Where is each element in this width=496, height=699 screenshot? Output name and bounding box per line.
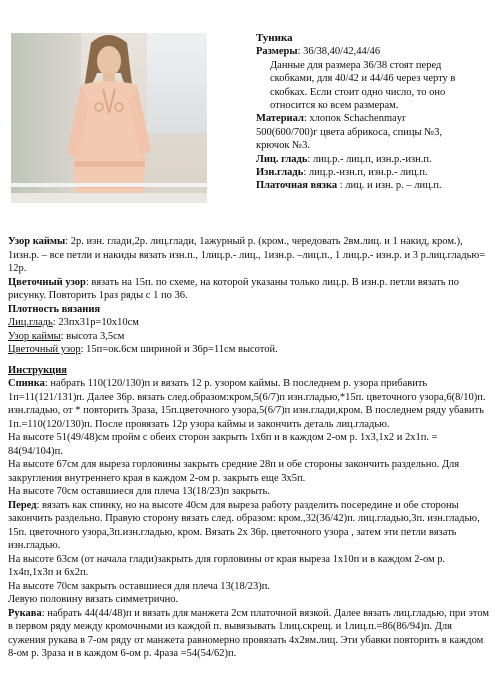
back-paragraph-4: На высоте 70см оставшиеся для плеча 13(18/23)п закрыть. — [8, 486, 270, 497]
density-row-2-value: : высота 3,5см — [60, 330, 125, 342]
density-row-1-value: : 23пх31р=10х10см — [52, 317, 139, 328]
face-stitch-line — [256, 153, 488, 166]
sleeve-paragraph-1: Рукава: набрать 44(44/48)п и вязать для манжета 2см платочной вязкой. Далее вязать лиц.гладью, при этом в первом ряду между кромочными из каждой п. вывязывать 1лиц.скрещ. и 1лиц.п.=86(86/94)п. Для сужения рукава в 7-ом ряду от манжета равномерно провязать 4х2вм.лиц. Эти убавки повторить в каждом 8-ом р. 3раза и в каждом 6-ом р. 4раза =54(54/62)п. — [8, 607, 490, 659]
material-line-2: 500(600/700)г цвета абрикоса, спицы №3, — [256, 126, 443, 138]
density-row-2-label: Узор каймы — [8, 330, 61, 342]
reverse-stitch-line — [256, 166, 488, 179]
density-row-2 — [8, 330, 490, 344]
back-paragraph-2: На высоте 51(49/48)см пройм с обеих сторон закрыть 1х6п и в каждом 2-ом р. 1х3,1х2 и 2х1п. = 84(94/104)п. — [8, 432, 438, 457]
material-line — [256, 112, 488, 125]
density-row-3-label: Цветочный узор — [8, 344, 81, 355]
face-stitch-value: : лиц.р.- лиц.п, изн.р.-изн.п. — [307, 153, 432, 165]
page-title: Туника — [256, 32, 293, 44]
flower-pattern — [8, 276, 490, 303]
front-paragraph-3: На высоте 70см закрыть оставшиеся для плеча 13(18/23)п. — [8, 580, 270, 592]
tunic-photo — [11, 33, 207, 203]
border-pattern-text: : 2р. изн. глади,2р. лиц.глади, 1ажурный р. (кром., чередовать 2вм.лиц. и 1 накид, кром.), 1изн.р. – все петли и накиды вязать изн.п., 1лиц.р.- лиц., 1изн.р. –лиц.п., 1 лиц.р.- изн.р. и 3 р.лиц.гладью= 12р. — [8, 236, 486, 274]
photo-background-sky — [147, 33, 207, 133]
sleeve-label: Рукава — [8, 607, 42, 619]
front-paragraph-4: Левую половину вязать симметрично. — [8, 594, 179, 605]
material-value: : хлопок Schachenmayr — [303, 113, 406, 125]
garter-stitch-line — [256, 179, 488, 192]
border-pattern — [8, 235, 490, 276]
front-paragraph-2: На высоте 63см (от начала глади)закрыть для горловины от края выреза 1х10п и в каждом 2-ом р. 1х4п,1х3п и 6х2п. — [8, 553, 446, 578]
photo-rail — [11, 183, 207, 187]
back-label: Спинка — [8, 378, 45, 389]
sizes-line — [256, 45, 488, 58]
material-line-3: крючок №3. — [256, 140, 310, 152]
front-paragraph-1: Перед: вязать как спинку, но на высоте 40см для выреза работу разделить посередине и обе стороны закончить раздельно. Правую сторону вязать след. образом: кром.,32(36/42)п. лиц.гладью,3п. изн.гладью, 15п. цветочного узора,3п.изн.гладью, кром. Вязать 2х 36р. цветочного узора , затем эти петли вязать изн.гладью. — [8, 499, 480, 551]
density-row-1-label: Лиц.гладь — [8, 317, 53, 328]
garter-stitch-value: : лиц. и изн. р. – лиц.п. — [337, 180, 442, 192]
reverse-stitch-value: : лиц.р.-изн.п, изн.р.- лиц.п. — [303, 167, 428, 179]
back-paragraph-1: Спинка: набрать 110(120/130)п и вязать 12 р. узором каймы. В последнем р. узора прибавить 1п=11(121/131)п. Далее 36р. вязать след.образом:кром,5(6/7)п изн.гладью,*15п. цветочного узора,6(8/10)п. изн.гладью, от * повторить 3раза, 15п.цветочного узора,5(6/7)п изн.глади,кром. В последнем ряду убавить 1п.=110(120/130)п. После провязать 12р узора каймы и закончить деталь лиц.гладью. — [8, 378, 486, 430]
sizes-label: Размеры — [256, 46, 298, 58]
instructions-title: Инструкция — [8, 364, 67, 376]
front-label: Перед — [8, 499, 37, 511]
sizes-note: Данные для размера 36/38 стоят перед скобками, для 40/42 и 44/46 через черту в скобках. Если стоит одно число, то оно относится ко всем размерам. — [270, 59, 456, 112]
flower-pattern-text: : вязать на 15п. по схеме, на которой указаны только лиц.р. В изн.р. петли вязать по рисунку. Повторить 1раз ряды с 1 по 36. — [8, 276, 459, 301]
material-label: Материал — [256, 113, 304, 125]
flower-pattern-label: Цветочный узор — [8, 276, 86, 288]
back-paragraph-3: На высоте 67см для выреза горловины закрыть средние 28п и обе стороны закончить раздельно. Для закругления внутреннего края в каждом 2-ом р. закрыть еще 3х5п. — [8, 459, 460, 484]
density-row-3-value: : 15п=ок.6см шириной и 36р=11см высотой. — [80, 344, 278, 355]
sizes-value: : 36/38,40/42,44/46 — [297, 46, 381, 58]
garter-stitch-label: Платочная вязка — [256, 180, 338, 192]
reverse-stitch-label: Изн.гладь — [256, 167, 304, 179]
density-title: Плотность вязания — [8, 303, 101, 315]
density-row-3 — [8, 343, 490, 357]
face-stitch-label: Лиц. гладь — [256, 153, 308, 165]
photo-bench — [11, 193, 207, 203]
model-figure — [63, 33, 153, 203]
main-text — [8, 235, 490, 661]
header-block — [256, 32, 488, 193]
border-pattern-label: Узор каймы — [8, 236, 66, 247]
density-row-1 — [8, 316, 490, 330]
